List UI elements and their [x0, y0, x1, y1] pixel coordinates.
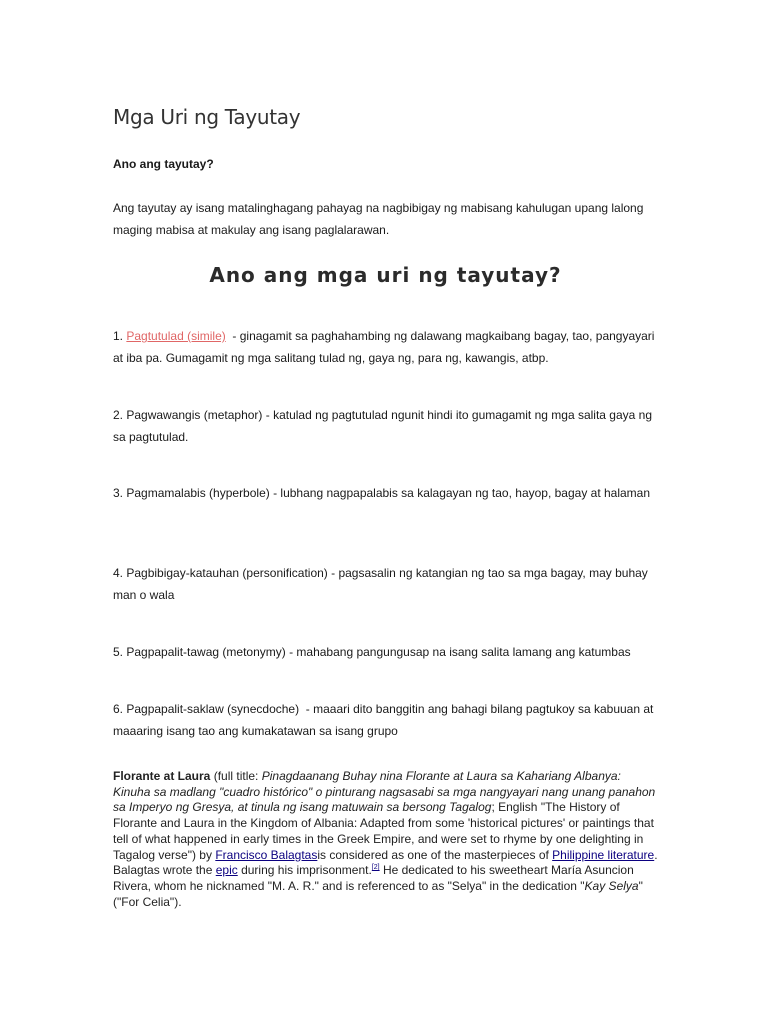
citation-link[interactable]: [2] [371, 864, 380, 872]
page-title: Mga Uri ng Tayutay [113, 105, 301, 129]
english-text: ; English "The History of Florante and Laura in the Kingdom of Albania: Adapted from some 'historical pictures' or paintings that tell of what happened in early times in the Greek Empire, and were set to rhyme by one delighting in Tagalog verse") by [113, 800, 654, 862]
section-heading: Ano ang mga uri ng tayutay? [209, 263, 562, 287]
florante-paragraph [113, 769, 658, 910]
florante-title: Florante at Laura [113, 769, 211, 783]
after-lit-text: . Balagtas wrote the [113, 847, 658, 878]
after-author-text: is considered as one of the masterpieces of [317, 847, 553, 862]
dedication-italic: Kay Selya [584, 878, 639, 893]
pagtutulad-link[interactable]: Pagtutulad (simile) [126, 329, 226, 343]
full-title-italic: Pinagdaanang Buhay nina Florante at Laura sa Kahariang Albanya: Kinuha sa madlang "cuadro histórico" o pinturang nagsasabi sa mga nangyayari nang unang panahon sa Imperyo ng Gresya, at tinula ng isang matuwain sa bersong Tagalog [113, 769, 656, 815]
question-heading: Ano ang tayutay? [113, 157, 214, 171]
list-item [113, 325, 658, 369]
full-title-prefix: (full title: [210, 769, 262, 783]
list-item: 4. Pagbibigay-katauhan (personification) - pagsasalin ng katangian ng tao sa mga bagay, may buhay man o wala [113, 566, 648, 602]
after-citation-text: He dedicated to his sweetheart María Asuncion Rivera, whom he nicknamed "M. A. R." and is referenced to as "Selya" in the dedication " [113, 863, 634, 893]
epic-link[interactable]: epic [215, 863, 238, 878]
closing-text: " ("For Celia"). [113, 878, 643, 909]
list-item: 3. Pagmamalabis (hyperbole) - lubhang nagpapalabis sa kalagayan ng tao, hayop, bagay at halaman [113, 486, 651, 500]
list-item: 5. Pagpapalit-tawag (metonymy) - mahabang pangungusap na isang salita lamang ang katumbas [113, 645, 631, 659]
philippine-literature-link[interactable]: Philippine literature [552, 847, 655, 862]
item-number: 1. [113, 329, 124, 343]
intro-paragraph: Ang tayutay ay isang matalinghagang pahayag na nagbibigay ng mabisang kahulugan upang lalong maging mabisa at makulay ang isang paglalarawan. [113, 201, 644, 237]
author-link[interactable]: Francisco Balagtas [215, 847, 318, 862]
after-epic-text: during his imprisonment. [237, 863, 372, 878]
list-item: 6. Pagpapalit-saklaw (synecdoche) - maaari dito banggitin ang bahagi bilang pagtukoy sa kabuuan at maaaring isang tao ang kumakatawan sa isang grupo [113, 702, 657, 738]
item-text: - ginagamit sa paghahambing ng dalawang magkaibang bagay, tao, pangyayari at iba pa. Gumagamit ng mga salitang tulad ng, gaya ng, para ng, kawangis, atbp. [113, 329, 658, 365]
list-item: 2. Pagwawangis (metaphor) - katulad ng pagtutulad ngunit hindi ito gumagamit ng mga salita gaya ng sa pagtutulad. [113, 408, 652, 444]
